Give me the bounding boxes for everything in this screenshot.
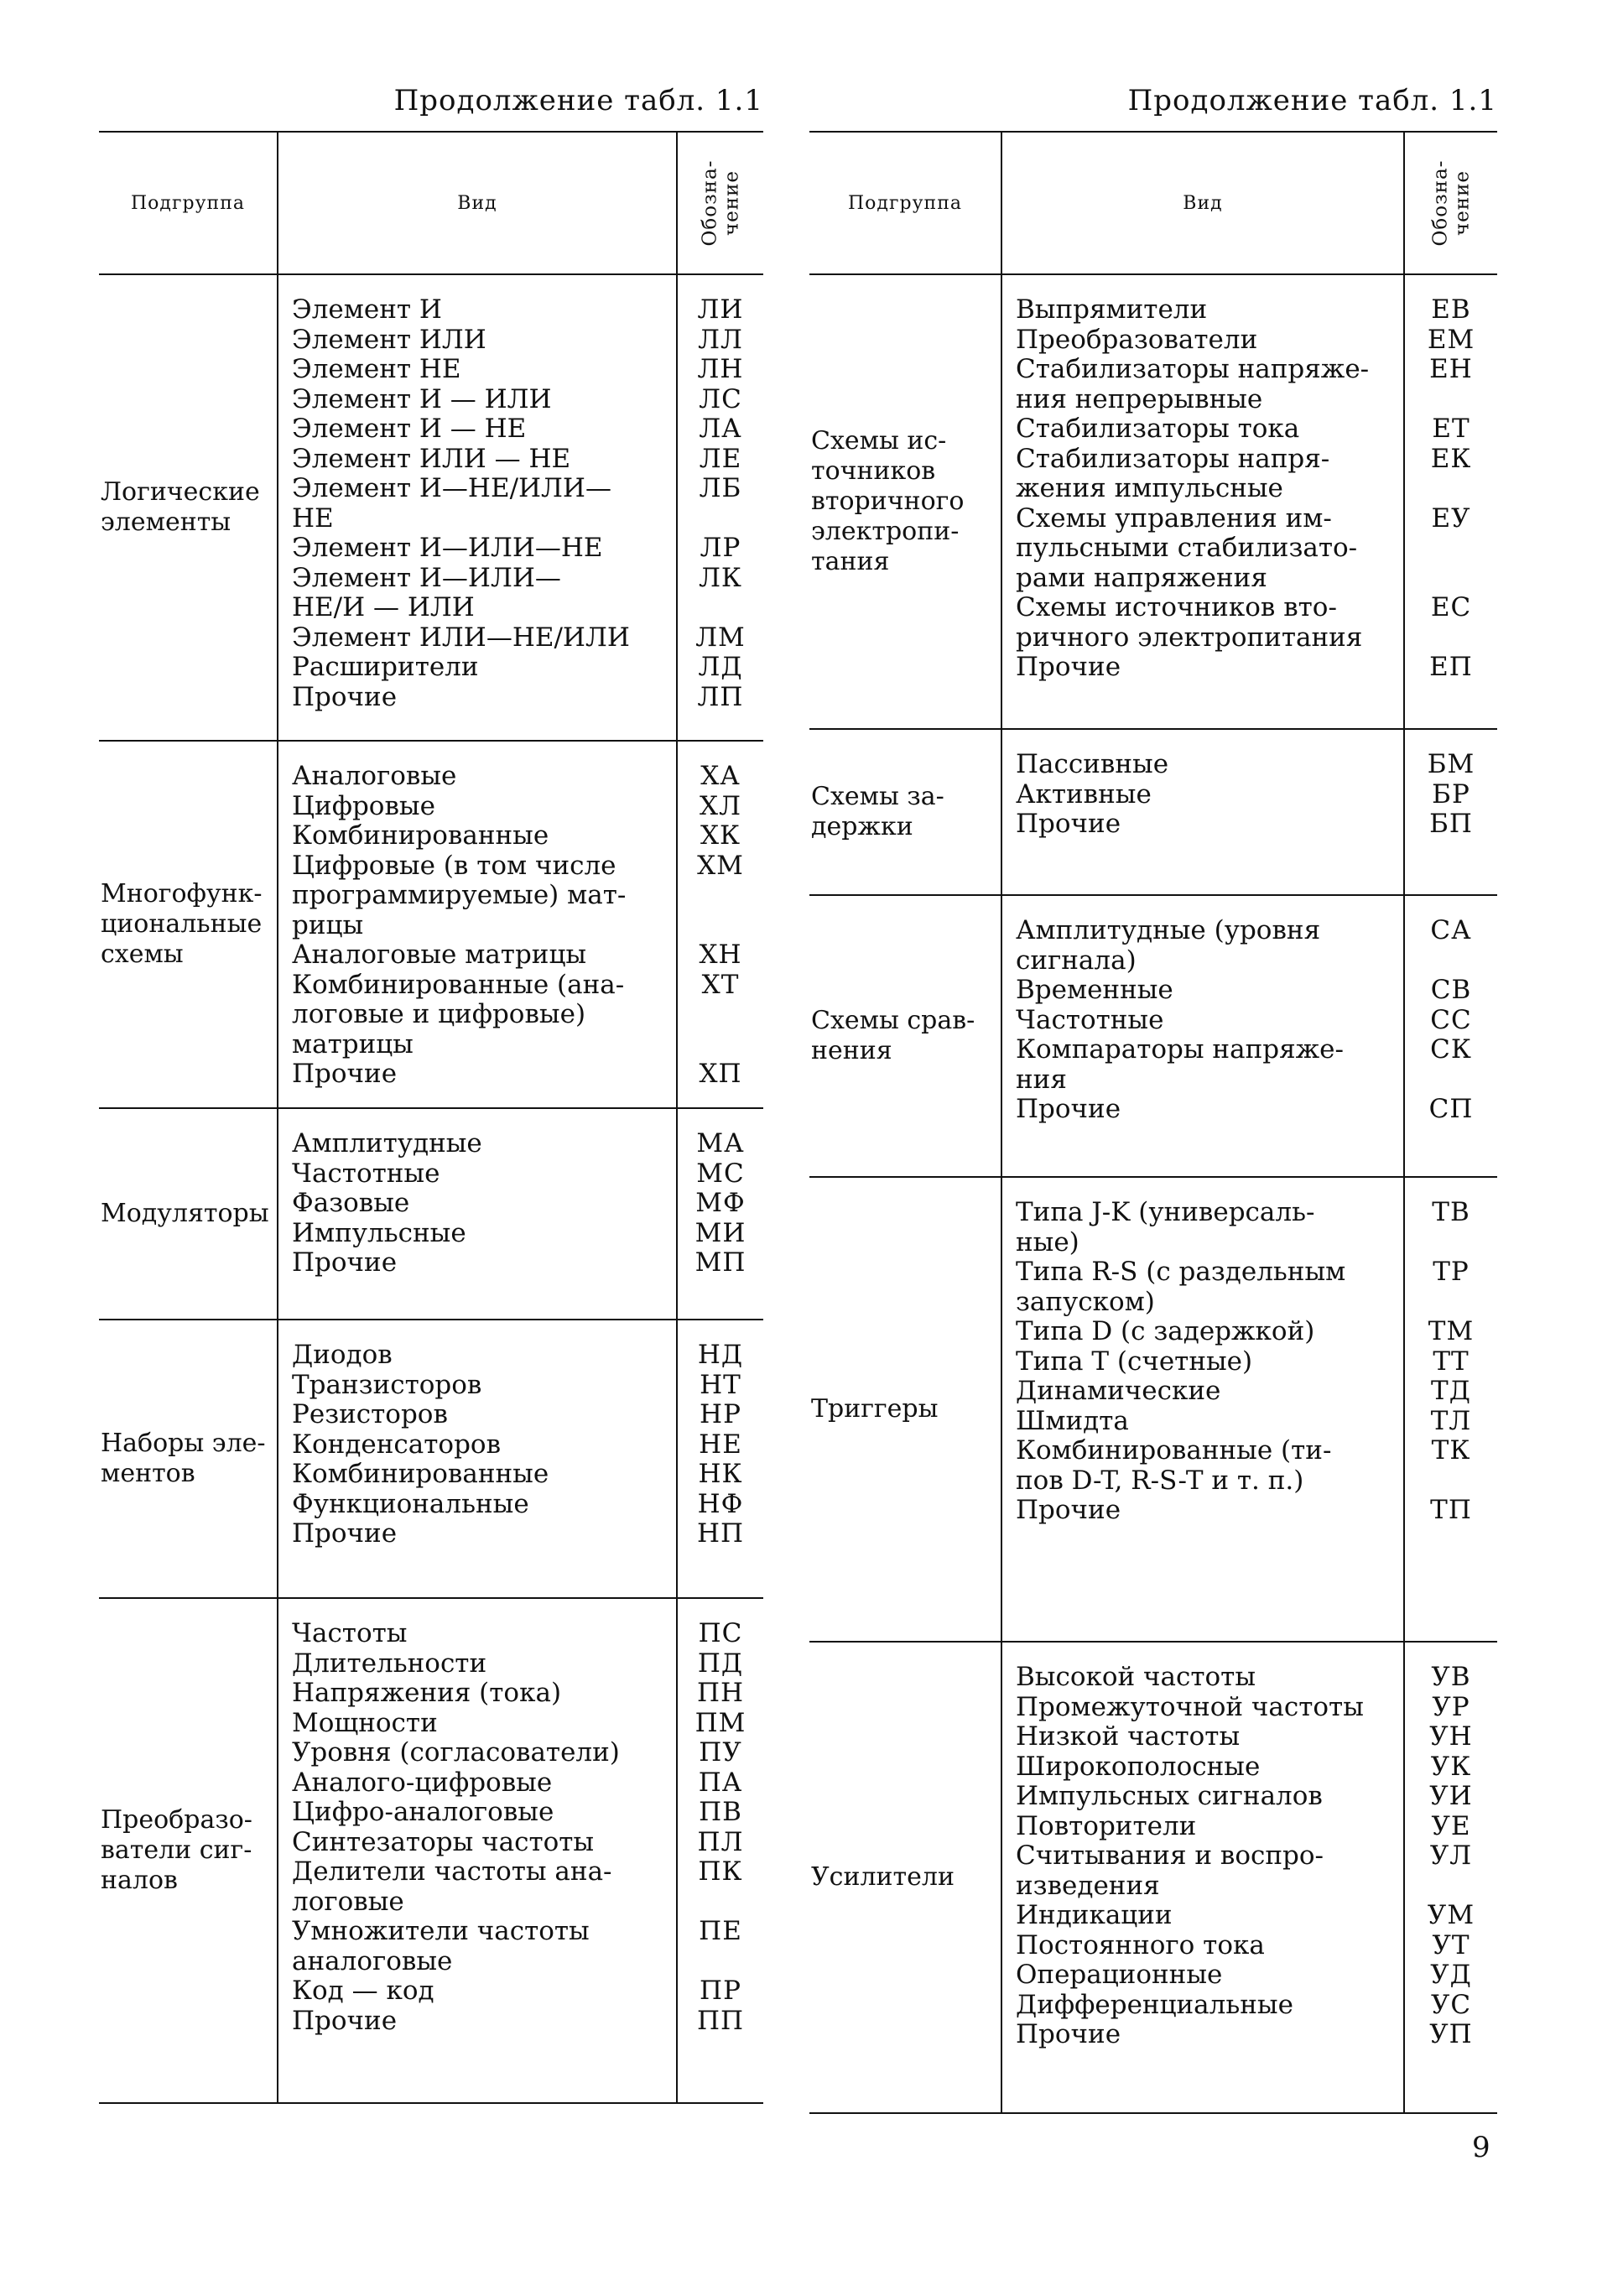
kind-item: Типа T (счетные) [1016,1346,1253,1377]
kind-list [1001,730,1403,894]
code-item: НК [698,1459,743,1489]
kind-item: Стабилизаторы тока [1016,414,1300,444]
code-item: УВ [1431,1662,1471,1692]
left-table-column [99,84,763,2104]
code-item: ЛМ [695,622,746,653]
code-item: ЕН [1429,354,1473,384]
kind-item: Дифференциальные [1016,1989,1293,2020]
code-item: УТ [1432,1929,1470,1960]
kind-item: Элемент НЕ [292,354,461,384]
kind-item: Компараторы напряже- ния [1016,1034,1344,1095]
code-item: ЛП [697,681,744,712]
kind-item: Цифро-аналоговые [292,1797,554,1827]
table-group-row [809,1643,1497,2114]
kind-item: Схемы источников вто- ричного электропитания [1016,592,1363,653]
kind-item: Широкополосные [1016,1751,1261,1782]
kind-item: Повторители [1016,1810,1197,1841]
code-item: СВ [1430,975,1472,1005]
kind-item: Операционные [1016,1960,1223,1990]
code-item: МП [694,1247,746,1278]
kind-item: Пассивные [1016,749,1169,779]
kind-item: Шмидта [1016,1405,1129,1436]
code-item: ПС [698,1618,743,1648]
kind-item: Цифровые [292,790,435,821]
code-item: ПУ [699,1737,742,1768]
code-list [1403,275,1497,728]
code-item: УЛ [1429,1840,1473,1871]
table-group-row [809,730,1497,896]
table-group-row [99,1599,763,2104]
code-item: ТТ [1433,1346,1470,1377]
kind-item: Преобразователи [1016,324,1258,355]
kind-item: Типа R-S (с раздельным запуском) [1016,1257,1346,1317]
code-item: ХА [700,761,741,791]
kind-item: Прочие [292,681,398,712]
header-code-cell [676,133,763,273]
kind-item: Аналоговые [292,761,457,791]
code-item: ЛБ [699,473,742,503]
right-table-body [809,275,1497,2114]
kind-item: Частотные [1016,1004,1164,1035]
table-group-row [809,275,1497,730]
code-item: НЕ [699,1429,742,1460]
kind-list [277,742,676,1107]
code-item: СП [1428,1094,1474,1124]
header-kind: Вид [1001,133,1403,273]
table-group-row [809,896,1497,1178]
kind-item: Элемент И—НЕ/ИЛИ— НЕ [292,473,611,534]
kind-item: Прочие [1016,1094,1121,1124]
table-header-right [809,133,1497,275]
kind-item: Напряжения (тока) [292,1678,562,1708]
code-item: ТК [1431,1435,1471,1466]
kind-list [277,275,676,740]
code-item: ПК [698,1856,743,1887]
kind-item: Код — код [292,1976,434,2006]
kind-item: Прочие [1016,2019,1121,2049]
kind-list [1001,896,1403,1176]
kind-item: Делители частоты ана- логовые [292,1856,612,1917]
subgroup-name: Многофунк- циональные схемы [101,879,263,969]
kind-list [1001,1643,1403,2112]
code-item: ПП [696,2005,745,2036]
kind-list [1001,1178,1403,1641]
kind-item: Индикации [1016,1900,1173,1930]
code-item: ЛК [699,562,742,593]
code-list [676,742,763,1107]
code-item: БР [1432,778,1470,810]
kind-item: Прочие [1016,652,1121,682]
kind-list [277,1599,676,2102]
kind-item: Комбинированные [292,820,549,851]
code-list [1403,1178,1497,1641]
kind-item: Элемент И [292,294,442,325]
subgroup-name: Усилители [811,1862,955,1892]
code-item: УН [1429,1721,1473,1752]
code-item: СА [1430,915,1472,945]
page-number: 9 [1472,2131,1490,2164]
subgroup-name: Модуляторы [101,1199,269,1228]
kind-item: Элемент И—ИЛИ—НЕ [292,533,603,563]
kind-item: Расширители [292,652,479,682]
code-item: УС [1430,1989,1472,2020]
table-group-row [809,1178,1497,1643]
code-item: СС [1430,1004,1472,1035]
kind-item: Мощности [292,1707,438,1738]
continuation-caption-left: Продолжение табл. 1.1 [393,84,763,117]
code-item: ПА [698,1767,743,1798]
code-item: УМ [1427,1900,1475,1930]
code-item: ПВ [699,1797,742,1827]
header-code: Обозна- чение [699,159,743,247]
header-subgroup: Подгруппа [848,192,962,214]
kind-item: Комбинированные (ана- логовые и цифровые) матрицы [292,969,625,1059]
code-item: ХМ [697,850,744,881]
code-item: НД [697,1340,744,1370]
code-item: ПМ [694,1707,746,1738]
code-list [1403,896,1497,1176]
code-item: ЕС [1430,592,1472,622]
kind-item: Частоты [292,1618,408,1648]
kind-item: Считывания и воспро- изведения [1016,1840,1324,1901]
kind-item: Высокой частоты [1016,1662,1256,1692]
kind-item: Прочие [292,1059,398,1089]
kind-item: Импульсных сигналов [1016,1781,1323,1811]
kind-item: Диодов [292,1340,393,1370]
kind-item: Частотные [292,1158,440,1189]
kind-item: Стабилизаторы напря- жения импульсные [1016,443,1330,503]
code-item: ЛР [700,533,741,563]
code-item: ЛН [697,354,744,384]
code-item: ТП [1430,1495,1472,1525]
kind-item: Стабилизаторы напряже- ния непрерывные [1016,354,1370,414]
kind-item: Временные [1016,975,1173,1005]
code-item: НР [700,1399,741,1429]
code-item: СК [1430,1034,1472,1065]
code-item: ЛИ [697,294,744,325]
subgroup-name: Схемы срав- нения [811,1006,975,1065]
code-item: ХН [699,940,742,970]
code-item: ЕП [1429,652,1473,682]
kind-item: Аналоговые матрицы [292,940,587,970]
table-group-row [99,742,763,1109]
kind-item: Фазовые [292,1188,410,1218]
kind-item: Транзисторов [292,1369,482,1400]
code-item: ТР [1433,1257,1470,1287]
left-table-body [99,275,763,2104]
code-item: МА [696,1128,745,1158]
code-item: МФ [695,1188,746,1218]
code-item: ПД [697,1648,744,1679]
code-item: БМ [1427,749,1475,779]
kind-item: Постоянного тока [1016,1929,1265,1960]
kind-item: Умножители частоты аналоговые [292,1916,590,1976]
kind-item: Прочие [292,2005,398,2036]
kind-item: Аналого-цифровые [292,1767,553,1798]
kind-item: Прочие [1016,809,1121,839]
right-table-column [809,84,1497,2114]
code-item: МИ [694,1217,746,1248]
subgroup-name: Логические элементы [101,477,260,537]
table-group-row [99,1320,763,1599]
table-group-row [99,275,763,742]
kind-item: Элемент И — НЕ [292,414,527,444]
kind-item: Длительности [292,1648,487,1679]
subgroup-name: Схемы ис- точников вторичного электропи- тания [811,426,965,576]
continuation-caption-right: Продолжение табл. 1.1 [1127,84,1497,117]
code-item: НТ [700,1369,741,1400]
code-item: НП [696,1518,745,1549]
kind-item: Функциональные [292,1488,529,1519]
code-item: ПЛ [697,1826,744,1857]
code-item: ЛС [699,383,742,414]
code-item: ХП [699,1059,742,1089]
code-list [1403,730,1497,894]
kind-item: Амплитудные (уровня сигнала) [1016,915,1321,976]
kind-item: Комбинированные [292,1459,549,1489]
kind-item: Промежуточной частоты [1016,1691,1364,1722]
kind-item: Активные [1016,778,1152,810]
code-item: ПН [696,1678,745,1708]
code-item: ЕМ [1427,324,1475,355]
code-item: УД [1430,1960,1472,1990]
code-item: ЛЕ [699,443,742,474]
table-header-left [99,133,763,275]
kind-item: Элемент ИЛИ [292,324,486,355]
table-group-row [99,1109,763,1320]
kind-item: Импульсные [292,1217,466,1248]
code-item: ТВ [1432,1197,1470,1227]
kind-item: Конденсаторов [292,1429,502,1460]
code-item: ХТ [701,969,740,1000]
header-code-cell [1403,133,1497,273]
code-list [676,1599,763,2102]
code-item: УК [1430,1751,1472,1782]
kind-item: Уровня (согласователи) [292,1737,620,1768]
kind-list [1001,275,1403,728]
kind-item: Комбинированные (ти- пов D-T, R-S-T и т. п.) [1016,1435,1332,1496]
code-list [676,1320,763,1597]
kind-item: Элемент ИЛИ — НЕ [292,443,571,474]
code-list [676,1109,763,1319]
kind-list [277,1320,676,1597]
kind-item: Синтезаторы частоты [292,1826,595,1857]
kind-item: Цифровые (в том числе программируемые) мат- рицы [292,850,627,940]
code-item: УР [1432,1691,1470,1722]
header-subgroup: Подгруппа [131,192,245,214]
code-item: НФ [697,1488,744,1519]
code-item: ТЛ [1430,1405,1472,1436]
kind-item: Элемент ИЛИ—НЕ/ИЛИ [292,622,630,653]
code-item: УЕ [1431,1810,1471,1841]
code-item: ПР [700,1976,741,2006]
kind-item: Динамические [1016,1376,1221,1406]
subgroup-name: Наборы эле- ментов [101,1429,266,1488]
kind-item: Элемент И—ИЛИ— НЕ/И — ИЛИ [292,562,561,622]
code-list [1403,1643,1497,2112]
code-item: ТД [1431,1376,1471,1406]
kind-item: Амплитудные [292,1128,482,1158]
code-item: ХК [700,820,741,851]
kind-item: Прочие [1016,1495,1121,1525]
code-item: БП [1429,809,1473,839]
code-item: УП [1429,2019,1473,2049]
kind-item: Типа D (с задержкой) [1016,1316,1315,1346]
code-item: ХЛ [700,790,741,821]
code-item: ЕК [1430,443,1472,474]
code-item: УИ [1429,1781,1473,1811]
header-code: Обозна- чение [1428,159,1473,247]
code-item: ПЕ [699,1916,742,1946]
kind-list [277,1109,676,1319]
subgroup-name: Схемы за- держки [811,782,944,841]
code-item: ТМ [1428,1316,1475,1346]
kind-item: Прочие [292,1247,398,1278]
subgroup-name: Триггеры [811,1394,939,1424]
subgroup-name: Преобразо- ватели сиг- налов [101,1805,252,1895]
code-item: ЛЛ [698,324,743,355]
code-item: МС [696,1158,745,1189]
code-item: ЛД [698,652,743,682]
code-item: ЕВ [1431,294,1471,325]
kind-item: Типа J-K (универсаль- ные) [1016,1197,1315,1257]
code-item: ЕТ [1432,414,1470,444]
code-list [676,275,763,740]
header-kind: Вид [277,133,676,273]
kind-item: Низкой частоты [1016,1721,1241,1752]
kind-item: Выпрямители [1016,294,1208,325]
kind-item: Резисторов [292,1399,448,1429]
code-item: ЕУ [1431,502,1471,534]
kind-item: Схемы управления им- пульсными стабилизато- рами напряжения [1016,502,1358,593]
kind-item: Прочие [292,1518,398,1549]
kind-item: Элемент И — ИЛИ [292,383,552,414]
code-item: ЛА [699,414,742,444]
